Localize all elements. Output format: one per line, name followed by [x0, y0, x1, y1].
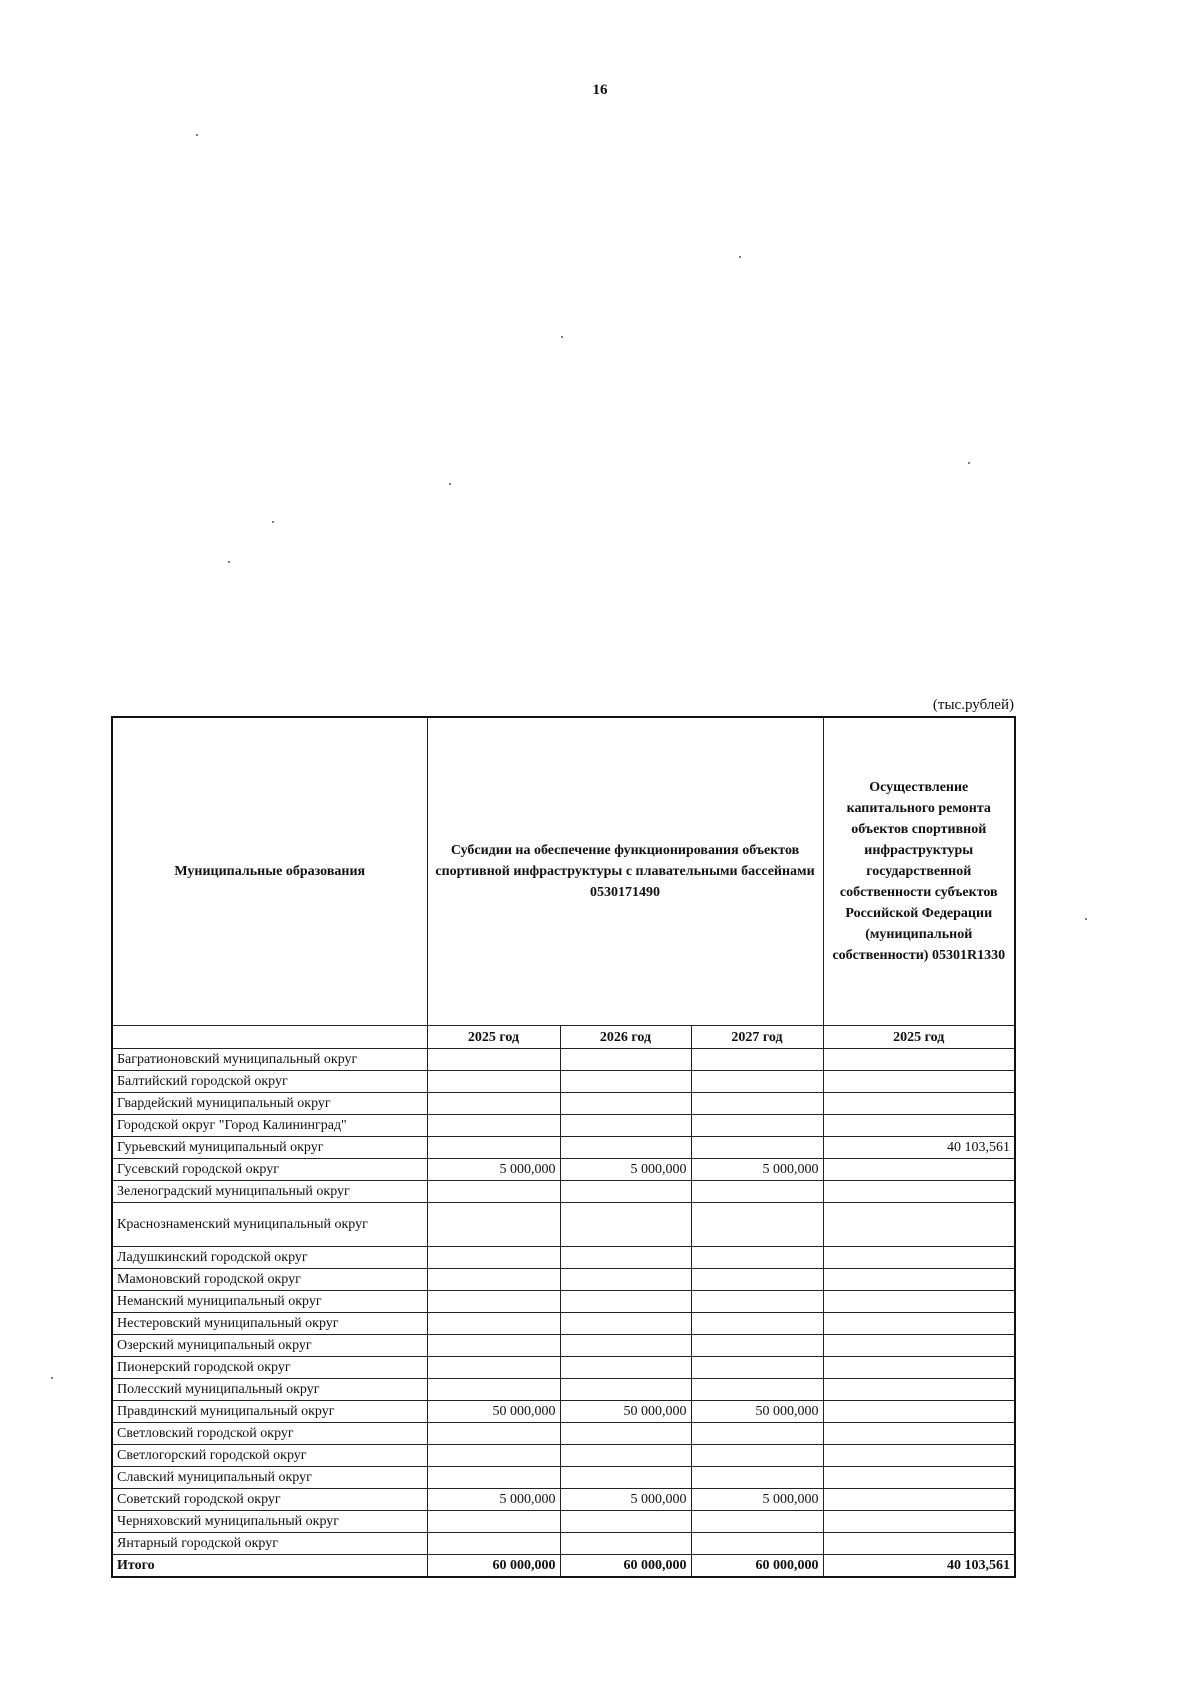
municipality-name: Полесский муниципальный округ	[112, 1379, 427, 1401]
table-row	[112, 1533, 1015, 1555]
table-row	[112, 1291, 1015, 1313]
value-2026	[560, 1093, 691, 1115]
table-row	[112, 1335, 1015, 1357]
value-2026	[560, 1445, 691, 1467]
value-2027	[691, 1115, 823, 1137]
value-2025-repair	[823, 1467, 1015, 1489]
total-2027: 60 000,000	[691, 1555, 823, 1578]
value-2025-repair	[823, 1423, 1015, 1445]
municipality-name: Светлогорский городской округ	[112, 1445, 427, 1467]
value-2025-repair	[823, 1379, 1015, 1401]
table-row	[112, 1269, 1015, 1291]
table-row	[112, 1401, 1015, 1423]
value-2026	[560, 1071, 691, 1093]
value-2027: 5 000,000	[691, 1489, 823, 1511]
municipality-name: Краснознаменский муниципальный округ	[112, 1203, 427, 1247]
value-2025-repair	[823, 1203, 1015, 1247]
scan-speck	[51, 1377, 53, 1379]
value-2027	[691, 1137, 823, 1159]
value-2025-repair	[823, 1357, 1015, 1379]
value-2027	[691, 1379, 823, 1401]
value-2025	[427, 1445, 560, 1467]
value-2027	[691, 1313, 823, 1335]
value-2025	[427, 1181, 560, 1203]
value-2026	[560, 1379, 691, 1401]
municipality-name: Советский городской округ	[112, 1489, 427, 1511]
value-2027	[691, 1335, 823, 1357]
value-2025-repair	[823, 1247, 1015, 1269]
value-2027	[691, 1357, 823, 1379]
municipality-name: Озерский муниципальный округ	[112, 1335, 427, 1357]
table-row	[112, 1445, 1015, 1467]
value-2027	[691, 1049, 823, 1071]
municipality-name: Светловский городской округ	[112, 1423, 427, 1445]
municipality-name: Балтийский городской округ	[112, 1071, 427, 1093]
page-number: 16	[592, 82, 608, 98]
value-2025-repair	[823, 1093, 1015, 1115]
value-2026	[560, 1269, 691, 1291]
value-2026	[560, 1511, 691, 1533]
municipality-name: Правдинский муниципальный округ	[112, 1401, 427, 1423]
value-2025: 5 000,000	[427, 1489, 560, 1511]
scan-speck	[968, 462, 970, 464]
table-row	[112, 1181, 1015, 1203]
table-row	[112, 1511, 1015, 1533]
municipality-name: Неманский муниципальный округ	[112, 1291, 427, 1313]
scan-speck	[1085, 918, 1087, 920]
header-subsidy: Субсидии на обеспечение функционирования объектов спортивной инфраструктуры с плавательными бассейнами 0530171490	[427, 717, 823, 1026]
municipality-name: Гурьевский муниципальный округ	[112, 1137, 427, 1159]
total-row	[112, 1555, 1015, 1578]
value-2026	[560, 1357, 691, 1379]
scan-speck	[561, 336, 563, 338]
scan-speck	[196, 134, 198, 136]
value-2025-repair	[823, 1269, 1015, 1291]
value-2026: 5 000,000	[560, 1159, 691, 1181]
table-row	[112, 1247, 1015, 1269]
value-2025	[427, 1511, 560, 1533]
municipality-name: Зеленоградский муниципальный округ	[112, 1181, 427, 1203]
header-row	[112, 717, 1015, 1026]
header-capital-repair: Осуществление капитального ремонта объектов спортивной инфраструктуры государственной собственности субъектов Российской Федерации (муниципальной собственности) 05301R1330	[823, 717, 1015, 1026]
table-row	[112, 1115, 1015, 1137]
value-2027	[691, 1071, 823, 1093]
year-header-row	[112, 1026, 1015, 1049]
header-year-2025-repair: 2025 год	[823, 1026, 1015, 1049]
value-2025-repair	[823, 1533, 1015, 1555]
value-2025-repair	[823, 1159, 1015, 1181]
value-2026	[560, 1049, 691, 1071]
value-2025	[427, 1533, 560, 1555]
value-2025-repair	[823, 1313, 1015, 1335]
value-2025-repair	[823, 1181, 1015, 1203]
municipality-name: Нестеровский муниципальный округ	[112, 1313, 427, 1335]
value-2026	[560, 1313, 691, 1335]
value-2025	[427, 1467, 560, 1489]
value-2026: 5 000,000	[560, 1489, 691, 1511]
value-2027	[691, 1203, 823, 1247]
municipality-name: Ладушкинский городской округ	[112, 1247, 427, 1269]
table-row	[112, 1049, 1015, 1071]
value-2025-repair	[823, 1291, 1015, 1313]
value-2025	[427, 1071, 560, 1093]
header-year-2026: 2026 год	[560, 1026, 691, 1049]
value-2025	[427, 1115, 560, 1137]
value-2025	[427, 1247, 560, 1269]
table-row	[112, 1159, 1015, 1181]
table-row	[112, 1137, 1015, 1159]
value-2025	[427, 1313, 560, 1335]
table-body	[112, 1049, 1015, 1578]
value-2025	[427, 1137, 560, 1159]
total-2025-repair: 40 103,561	[823, 1555, 1015, 1578]
value-2025	[427, 1203, 560, 1247]
header-municipal: Муниципальные образования	[112, 717, 427, 1026]
value-2025-repair	[823, 1071, 1015, 1093]
municipality-name: Багратионовский муниципальный округ	[112, 1049, 427, 1071]
value-2027	[691, 1511, 823, 1533]
table-row	[112, 1313, 1015, 1335]
value-2025: 5 000,000	[427, 1159, 560, 1181]
value-2027: 50 000,000	[691, 1401, 823, 1423]
value-2026	[560, 1467, 691, 1489]
value-2027	[691, 1533, 823, 1555]
total-2025: 60 000,000	[427, 1555, 560, 1578]
value-2027	[691, 1181, 823, 1203]
scan-speck	[739, 256, 741, 258]
total-2026: 60 000,000	[560, 1555, 691, 1578]
table-row	[112, 1379, 1015, 1401]
value-2025	[427, 1357, 560, 1379]
header-year-2025: 2025 год	[427, 1026, 560, 1049]
value-2025-repair	[823, 1445, 1015, 1467]
value-2027	[691, 1291, 823, 1313]
scan-speck	[449, 483, 451, 485]
table-row	[112, 1203, 1015, 1247]
value-2025	[427, 1093, 560, 1115]
value-2027	[691, 1269, 823, 1291]
value-2025-repair	[823, 1115, 1015, 1137]
value-2026	[560, 1335, 691, 1357]
value-2026	[560, 1203, 691, 1247]
value-2026	[560, 1423, 691, 1445]
value-2025-repair	[823, 1049, 1015, 1071]
value-2025	[427, 1423, 560, 1445]
table-row	[112, 1071, 1015, 1093]
total-label: Итого	[112, 1555, 427, 1578]
subsidy-table	[111, 716, 1016, 1578]
value-2025	[427, 1379, 560, 1401]
value-2026	[560, 1115, 691, 1137]
value-2026	[560, 1291, 691, 1313]
value-2025	[427, 1291, 560, 1313]
municipality-name: Черняховский муниципальный округ	[112, 1511, 427, 1533]
municipality-name: Гвардейский муниципальный округ	[112, 1093, 427, 1115]
value-2025	[427, 1269, 560, 1291]
value-2026: 50 000,000	[560, 1401, 691, 1423]
value-2025-repair	[823, 1489, 1015, 1511]
table-row	[112, 1467, 1015, 1489]
value-2025	[427, 1335, 560, 1357]
value-2025-repair: 40 103,561	[823, 1137, 1015, 1159]
municipality-name: Мамоновский городской округ	[112, 1269, 427, 1291]
scan-speck	[228, 561, 230, 563]
table-row	[112, 1093, 1015, 1115]
municipality-name: Янтарный городской округ	[112, 1533, 427, 1555]
municipality-name: Пионерский городской округ	[112, 1357, 427, 1379]
municipality-name: Городской округ "Город Калининград"	[112, 1115, 427, 1137]
value-2025-repair	[823, 1335, 1015, 1357]
header-empty-cell	[112, 1026, 427, 1049]
value-2027	[691, 1093, 823, 1115]
table-row	[112, 1489, 1015, 1511]
table-row	[112, 1423, 1015, 1445]
value-2027	[691, 1247, 823, 1269]
scan-speck	[272, 521, 274, 523]
value-2026	[560, 1533, 691, 1555]
value-2027	[691, 1445, 823, 1467]
value-2025-repair	[823, 1401, 1015, 1423]
value-2027: 5 000,000	[691, 1159, 823, 1181]
municipality-name: Славский муниципальный округ	[112, 1467, 427, 1489]
value-2026	[560, 1247, 691, 1269]
value-2025-repair	[823, 1511, 1015, 1533]
header-year-2027: 2027 год	[691, 1026, 823, 1049]
value-2025: 50 000,000	[427, 1401, 560, 1423]
value-2026	[560, 1181, 691, 1203]
value-2027	[691, 1467, 823, 1489]
municipality-name: Гусевский городской округ	[112, 1159, 427, 1181]
value-2027	[691, 1423, 823, 1445]
value-2025	[427, 1049, 560, 1071]
value-2026	[560, 1137, 691, 1159]
table-row	[112, 1357, 1015, 1379]
units-label: (тыс.рублей)	[932, 697, 1014, 713]
